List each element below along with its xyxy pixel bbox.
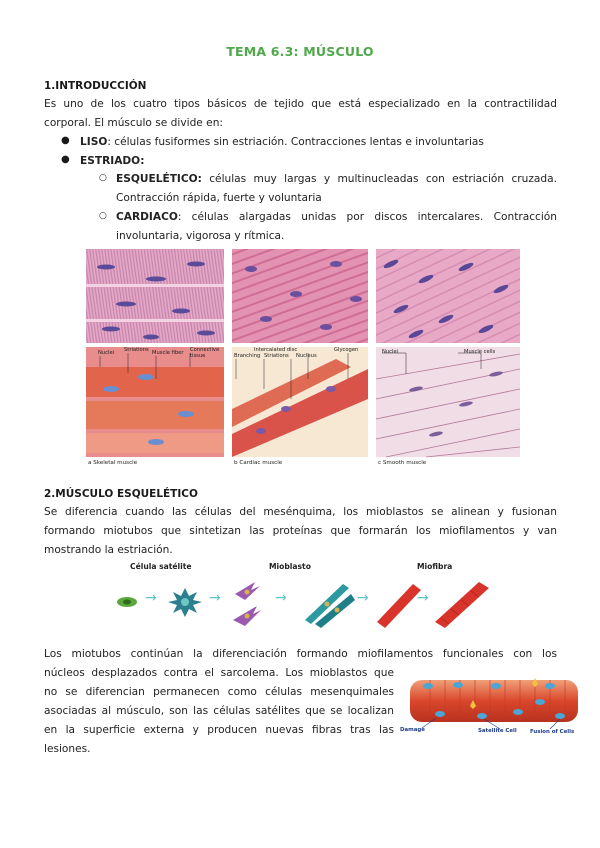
section-heading-esqueletico: 2.MÚSCULO ESQUELÉTICO bbox=[44, 488, 198, 500]
differentiation-shapes bbox=[105, 574, 510, 634]
circle-bullet-icon: ○ bbox=[99, 173, 107, 183]
label-satellite-cell: Satellite Cell bbox=[478, 728, 517, 734]
differentiation-diagram bbox=[105, 562, 510, 634]
label-striations: Striations bbox=[124, 347, 149, 353]
cardiaco-line-1 bbox=[116, 208, 557, 227]
muscle-histology-image bbox=[86, 249, 520, 471]
s2-p2-line-1: Los miotubos continúan la diferenciación formando miofilamentos funcionales con los bbox=[44, 648, 557, 660]
bullet-icon: ● bbox=[61, 135, 70, 146]
arrow-icon: → bbox=[357, 590, 369, 606]
page-title: TEMA 6.3: MÚSCULO bbox=[226, 44, 374, 59]
label-muscle-cells: Muscle cells bbox=[464, 349, 496, 355]
intro-line-1: Es uno de los cuatro tipos básicos de tejido que está especializado en la contractilidad bbox=[44, 98, 557, 110]
s2-p1-line-3: mostrando la estriación. bbox=[44, 544, 173, 556]
stage-label-mioblasto: Mioblasto bbox=[269, 562, 311, 571]
label-muscle-fiber: Muscle fiber bbox=[152, 350, 184, 356]
s2-p1-line-2: formando miotubos que sintetizan las proteínas que formarán los miofilamentos y van bbox=[44, 525, 557, 537]
cardiaco-term: CARDIACO bbox=[116, 211, 178, 223]
label-nuclei: Nuclei bbox=[98, 350, 115, 356]
s2-p1-line-1: Se diferencia cuando las células del mesénquima, los mioblastos se alinean y fusionan bbox=[44, 506, 557, 518]
label-nucleus: Nucleus bbox=[296, 353, 317, 359]
circle-bullet-icon: ○ bbox=[99, 211, 107, 221]
label-smooth-nuclei: Nuclei bbox=[382, 349, 399, 355]
esqueletico-term: ESQUELÉTICO: bbox=[116, 173, 202, 185]
liso-term: LISO bbox=[80, 136, 108, 148]
esqueletico-text: células muy largas y multinucleadas con estriación cruzada. bbox=[201, 173, 557, 185]
label-fusion-of-cells: Fusion of Cells bbox=[530, 729, 575, 735]
caption-skeletal: a Skeletal muscle bbox=[88, 460, 138, 466]
s2-p2-line-3: no se diferencian permanecen como células mesenquimales bbox=[44, 686, 394, 698]
label-cardiac-striations: Striations bbox=[264, 353, 289, 359]
s2-p2-line-2: núcleos desplazados contra el sarcolema. Los mioblastos que bbox=[44, 667, 394, 679]
s2-p2-line-4: asociadas al músculo, son las células satélites que se localizan bbox=[44, 705, 394, 717]
stage-label-celula-satelite: Célula satélite bbox=[130, 562, 192, 571]
muscle-types-figure bbox=[86, 249, 520, 471]
estriado-term: ESTRIADO: bbox=[80, 155, 145, 167]
arrow-icon: → bbox=[417, 590, 429, 606]
cardiaco-line-2: involuntaria, vigorosa y rítmica. bbox=[116, 230, 285, 242]
arrow-icon: → bbox=[145, 590, 157, 606]
caption-smooth: c Smooth muscle bbox=[378, 460, 427, 466]
bullet-icon: ● bbox=[61, 154, 70, 165]
intro-line-2: corporal. El músculo se divide en: bbox=[44, 117, 223, 129]
esqueletico-line-1 bbox=[116, 170, 557, 189]
label-glycogen: Glycogen bbox=[334, 347, 359, 353]
arrow-icon: → bbox=[209, 590, 221, 606]
cardiaco-text: : células alargadas unidas por discos intercalares. Contracción bbox=[177, 211, 557, 223]
label-intercalated-disc: Intercalated disc bbox=[254, 347, 298, 353]
label-connective-tissue: Connective tissue bbox=[190, 347, 220, 359]
muscle-fiber-diagram bbox=[400, 672, 580, 742]
liso-text: : células fusiformes sin estriación. Contracciones lentas e involuntarias bbox=[107, 136, 484, 148]
s2-p2-line-5: en la superficie externa y producen nuevas fibras tras las bbox=[44, 724, 394, 736]
caption-cardiac: b Cardiac muscle bbox=[234, 460, 283, 466]
s2-p2-line-6: lesiones. bbox=[44, 743, 91, 755]
liso-item bbox=[80, 133, 484, 152]
esqueletico-line-2: Contracción rápida, fuerte y voluntaria bbox=[116, 192, 322, 204]
stage-label-miofibra: Miofibra bbox=[417, 562, 453, 571]
section-heading-introduccion: 1.INTRODUCCIÓN bbox=[44, 80, 147, 92]
label-damage: Damage bbox=[400, 727, 425, 733]
label-branching: Branching bbox=[234, 353, 261, 359]
arrow-icon: → bbox=[275, 590, 287, 606]
